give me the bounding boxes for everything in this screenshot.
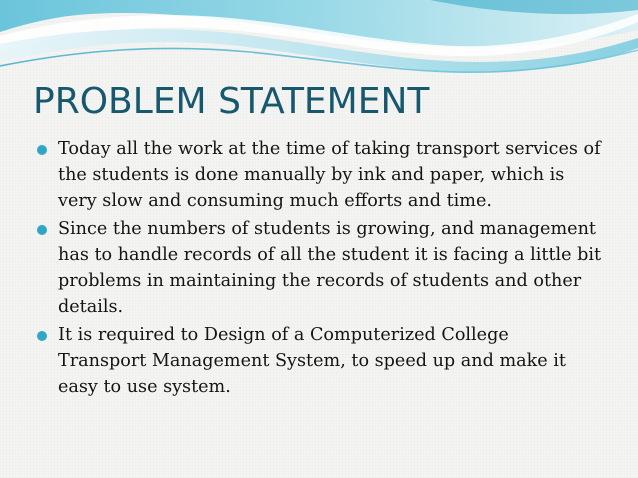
bullet-item	[36, 216, 602, 320]
bullet-text: Since the numbers of students is growing, and management has to handle records of all the student it is facing a little bit problems in maintaining the records of students and other details.	[58, 219, 602, 317]
bullet-text: It is required to Design of a Computerized College Transport Management System, to speed up and make it easy to use system.	[58, 325, 567, 397]
bullet-dot-icon	[37, 145, 47, 155]
bullet-list	[36, 136, 602, 402]
bullet-dot-icon	[37, 225, 47, 235]
bullet-item	[36, 322, 602, 400]
bullet-text: Today all the work at the time of taking transport services of the students is done manually by ink and paper, which is very slow and consuming much efforts and time.	[58, 139, 601, 211]
bullet-item	[36, 136, 602, 214]
header-wave-decoration	[0, 0, 638, 80]
slide-title: PROBLEM STATEMENT	[33, 81, 430, 122]
bullet-dot-icon	[37, 331, 47, 341]
